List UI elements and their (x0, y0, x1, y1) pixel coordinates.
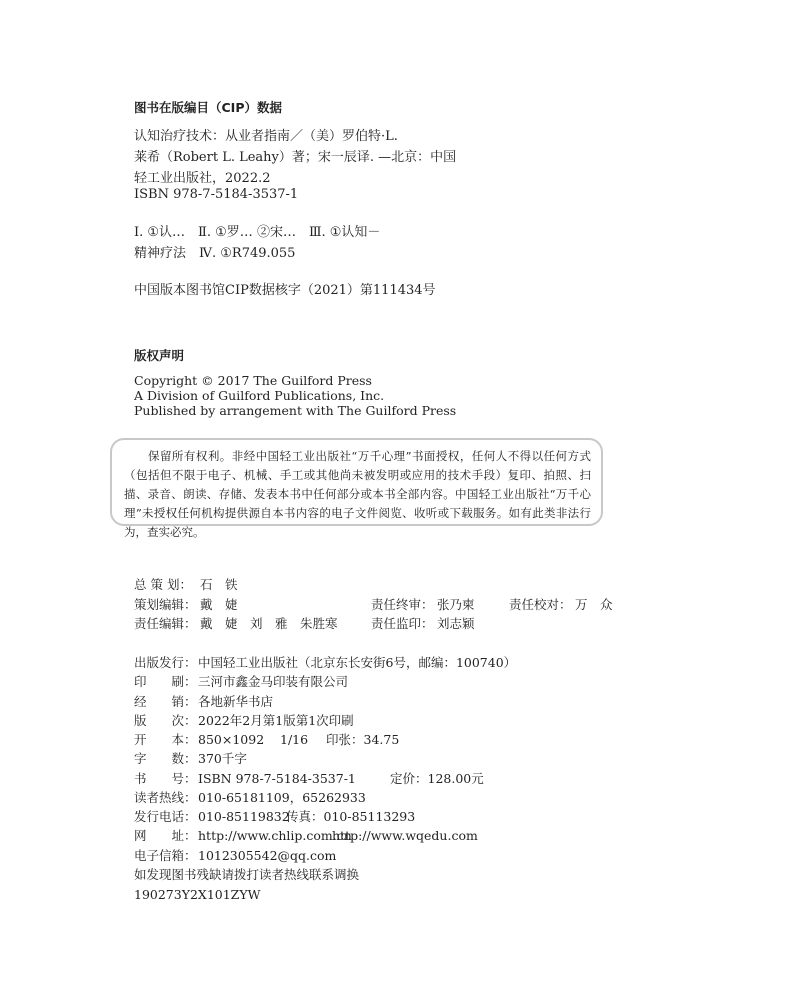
staff-value: 戴 婕 刘 雅 朱胜寒 (200, 616, 338, 631)
cip-class-line-2: 精神疗法 Ⅳ. ①R749.055 (134, 246, 296, 261)
pub-phone (134, 807, 415, 826)
staff-general-planner (134, 575, 238, 594)
pub-label: 字 数： (134, 751, 197, 766)
copyright-line-2: A Division of Guilford Publications, Inc. (134, 388, 385, 403)
staff-label: 总 策 划： (134, 577, 192, 592)
staff-final-review (371, 595, 475, 614)
pub-value: 2022年2月第1版第1次印刷 (198, 713, 354, 728)
pub-printer (134, 672, 348, 691)
pub-price: 定价：128.00元 (390, 771, 484, 786)
pub-value: 010-85119832 (198, 809, 290, 824)
staff-label: 责任终审： (371, 597, 434, 612)
pub-hotline (134, 788, 366, 807)
staff-value: 万 众 (575, 597, 613, 612)
pub-label: 经 销： (134, 694, 197, 709)
staff-supervisor (371, 614, 475, 633)
staff-value: 石 铁 (200, 577, 238, 592)
cip-line-3: 轻工业出版社，2022.2 (134, 171, 271, 186)
cip-heading: 图书在版编目（CIP）数据 (134, 100, 282, 115)
pub-label: 印 刷： (134, 674, 197, 689)
copyright-line-3: Published by arrangement with The Guilford Press (134, 403, 457, 418)
pub-label: 开 本： (134, 732, 197, 747)
pub-isbn (134, 769, 484, 788)
pub-value: ISBN 978-7-5184-3537-1 (198, 771, 356, 786)
pub-label: 电子信箱： (134, 848, 197, 863)
staff-value: 刘志颖 (437, 616, 475, 631)
pub-edition (134, 711, 354, 730)
pub-label: 网 址： (134, 828, 197, 843)
pub-label: 出版发行： (134, 655, 197, 670)
cip-class-line-1: Ⅰ. ①认… Ⅱ. ①罗… ②宋… Ⅲ. ①认知－ (134, 225, 381, 240)
rights-notice-text: 保留所有权利。非经中国轻工业出版社“万千心理”书面授权，任何人不得以任何方式（包括但不限于电子、机械、手工或其他尚未被发明或应用的技术手段）复印、拍照、扫描、录音、朗读、存储、发表本书中任何部分或本书全部内容。中国轻工业出版社“万千心理”未授权任何机构提供源自本书内容的电子文件阅览、收听或下载服务。如有此类非法行为，查实必究。 (124, 449, 591, 539)
pub-label: 书 号： (134, 771, 197, 786)
pub-format-sheets: 印张：34.75 (326, 732, 400, 747)
pub-format-fold: 1/16 (280, 732, 309, 747)
pub-value: 中国轻工业出版社（北京东长安街6号，邮编：100740） (198, 655, 517, 670)
staff-label: 责任编辑： (134, 616, 197, 631)
staff-label: 策划编辑： (134, 597, 197, 612)
staff-label: 责任校对： (509, 597, 572, 612)
pub-value: 三河市鑫金马印装有限公司 (198, 674, 349, 689)
cip-line-2: 莱希（Robert L. Leahy）著；宋一辰译. —北京：中国 (134, 150, 457, 165)
cip-catalog-number: 中国版本图书馆CIP数据核字（2021）第111434号 (134, 283, 436, 298)
pub-label: 读者热线： (134, 790, 197, 805)
cip-line-1: 认知治疗技术：从业者指南／（美）罗伯特·L. (134, 129, 398, 144)
pub-website-2[interactable]: http://www.wqedu.com (332, 828, 478, 843)
pub-value: 各地新华书店 (198, 694, 274, 709)
copyright-heading: 版权声明 (134, 348, 185, 363)
pub-value: 370千字 (198, 751, 247, 766)
pub-label: 发行电话： (134, 809, 197, 824)
pub-distributor (134, 692, 273, 711)
pub-format-size: 850×1092 (198, 732, 265, 747)
pub-website (134, 826, 478, 845)
pub-label: 版 次： (134, 713, 197, 728)
pub-words (134, 749, 247, 768)
staff-value: 戴 婕 (200, 597, 238, 612)
pub-email (134, 846, 336, 865)
pub-website-1[interactable]: http://www.chlip.com.cn (198, 828, 352, 843)
cip-line-4: ISBN 978-7-5184-3537-1 (134, 187, 299, 202)
pub-missing-pages: 如发现图书残缺请拨打读者热线联系调换 (134, 867, 360, 882)
copyright-line-1: Copyright © 2017 The Guilford Press (134, 373, 372, 388)
staff-planning-editor (134, 595, 238, 614)
pub-format (134, 730, 399, 749)
pub-code: 190273Y2X101ZYW (134, 887, 261, 902)
staff-responsible-editor (134, 614, 338, 633)
rights-notice-box (110, 438, 603, 539)
pub-value[interactable]: 1012305542@qq.com (198, 848, 337, 863)
pub-fax: 传真：010-85113293 (286, 809, 416, 824)
staff-label: 责任监印： (371, 616, 434, 631)
staff-value: 张乃柬 (437, 597, 475, 612)
staff-proofreader (509, 595, 613, 614)
pub-publisher (134, 653, 516, 672)
pub-value: 010-65181109，65262933 (198, 790, 366, 805)
